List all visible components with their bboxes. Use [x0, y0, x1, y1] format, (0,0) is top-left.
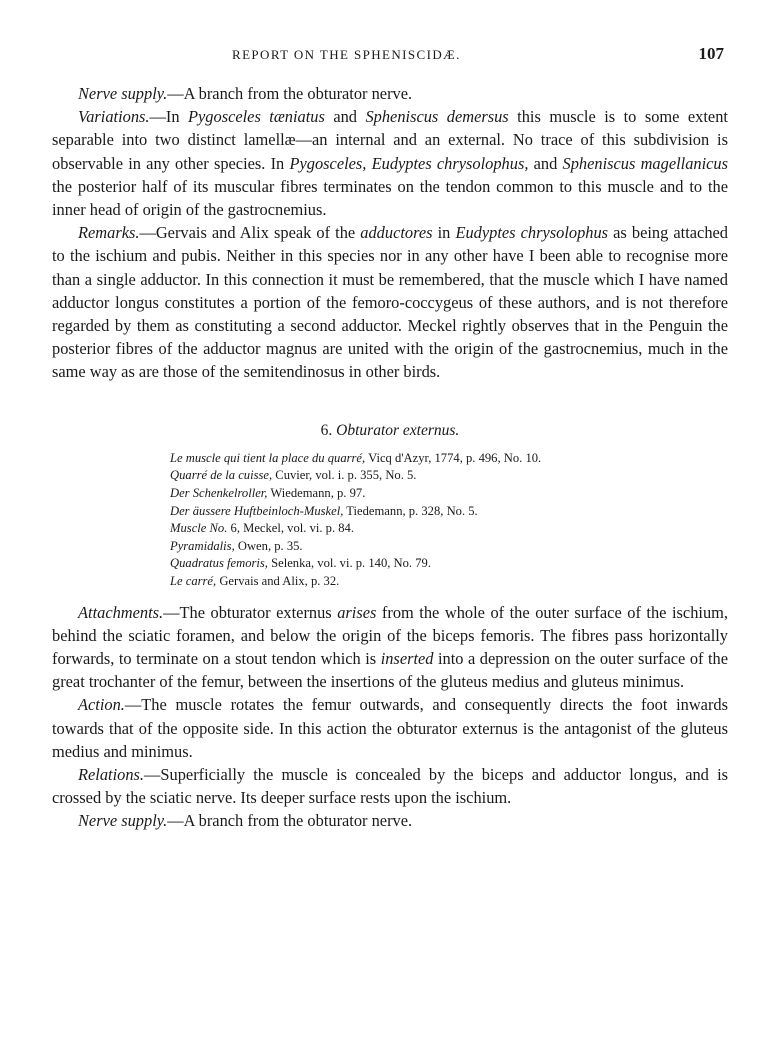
paragraph-lead: Variations.: [78, 107, 150, 127]
section-heading: [52, 419, 728, 442]
synonym-name: Der Schenkelroller,: [170, 486, 268, 501]
species-name: Pygosceles tæniatus: [188, 107, 325, 127]
paragraph-action: [52, 693, 728, 763]
synonym-name: Muscle No.: [170, 521, 228, 536]
species-name: Spheniscus demersus: [365, 107, 509, 127]
synonymy-item: [170, 450, 728, 468]
species-name: Eudyptes chrysolophus: [455, 223, 609, 243]
paragraph-nerve-supply: [52, 809, 728, 832]
synonymy-item: [170, 573, 728, 591]
synonymy-item: [170, 467, 728, 485]
synonym-reference: Selenka, vol. vi. p. 140, No. 79.: [267, 556, 431, 571]
paragraph-text: —A branch from the obturator nerve.: [167, 84, 413, 103]
paragraph-text: —Superficially the muscle is concealed by the biceps and adductor longus, and is crossed by the sciatic nerve. Its deeper surface rests upon the ischium.: [52, 765, 728, 808]
emphasis: inserted: [380, 649, 434, 668]
page-number: 107: [698, 44, 724, 63]
synonymy-item: [170, 538, 728, 556]
synonym-reference: Vicq d'Azyr, 1774, p. 496, No. 10.: [365, 450, 542, 465]
synonymy-item: [170, 555, 728, 573]
emphasis: arises: [337, 602, 377, 622]
paragraph-lead: Relations.: [78, 765, 145, 785]
synonym-reference: Owen, p. 35.: [234, 538, 303, 553]
paragraph-lead: Nerve supply.: [78, 811, 168, 831]
running-title: REPORT ON THE SPHENISCIDÆ.: [232, 47, 461, 62]
term: adductores: [360, 223, 433, 243]
paragraph-lead: Remarks.: [78, 223, 140, 243]
synonym-name: Pyramidalis,: [170, 538, 235, 553]
synonym-name: Quarré de la cuisse,: [170, 468, 273, 483]
paragraph-attachments: Attachments.—The obturator externus arises from the whole of the outer surface of the ischium, behind the sciatic foramen, and below the origin of the biceps femoris. The fibres pass horizontally forwards, to terminate on a stout tendon which is inserted into a depression on the outer surface of the great trochanter of the femur, between the insertions of the gluteus medius and gluteus minimus.: [52, 602, 729, 692]
synonymy-item: [170, 520, 728, 538]
synonym-reference: Wiedemann, p. 97.: [267, 486, 366, 501]
synonym-name: Le carré,: [170, 574, 217, 588]
synonymy-item: [170, 485, 728, 503]
page-body: [52, 82, 728, 833]
species-name: Spheniscus magellanicus: [562, 153, 728, 173]
synonymy-list: [170, 450, 728, 591]
section-number: 6.: [320, 421, 337, 439]
synonym-reference: Tiedemann, p. 328, No. 5.: [343, 503, 478, 518]
synonym-reference: Gervais and Alix, p. 32.: [216, 574, 340, 588]
synonym-name: Der äussere Huftbeinloch-Muskel,: [170, 503, 344, 518]
synonym-reference: Cuvier, vol. i. p. 355, No. 5.: [272, 468, 417, 483]
paragraph-lead: Attachments.: [78, 602, 164, 622]
paragraph-text: —A branch from the obturator nerve.: [167, 811, 413, 831]
paragraph-nerve-supply: [52, 82, 728, 105]
paragraph-relations: [52, 763, 728, 809]
paragraph-text: —The muscle rotates the femur outwards, and consequently directs the foot inwards towards that of the opposite side. In this action the obturator externus is the antagonist of the gluteus medius and minimus.: [52, 695, 728, 761]
paragraph-lead: Nerve supply.: [78, 84, 168, 103]
page-header: [0, 44, 776, 68]
paragraph-lead: Action.: [78, 695, 125, 715]
paragraph-variations: Variations.—In Pygosceles tæniatus and Spheniscus demersus this muscle is to some extent separable into two distinct lamellæ—an internal and an external. No trace of this subdivision is observable in any other species. In Pygosceles, Eudyptes chrysolophus, and Spheniscus magellanicus the posterior half of its muscular fibres terminates on the tendon common to this muscle and to the inner head of origin of the gastrocnemius.: [52, 107, 728, 220]
section-title: Obturator externus.: [336, 421, 460, 439]
paragraph-remarks: Remarks.—Gervais and Alix speak of the adductores in Eudyptes chrysolophus as being attached to the ischium and pubis. Neither in this species nor in any other have I been able to recognise more than a single adductor. In this connection it must be remembered, that the muscle which I have named adductor longus constitutes a portion of the femoro-coccygeus of these authors, and is not therefore regarded by them as constituting a second adductor. Meckel rightly observes that in the Penguin the posterior fibres of the adductor magnus are united with the origin of the gastrocnemius, much in the same way as are those of the semitendinosus in other birds.: [52, 223, 728, 382]
species-name: Pygosceles, Eudyptes chrysolophus,: [289, 153, 529, 173]
synonym-name: Quadratus femoris,: [170, 556, 268, 571]
synonymy-item: [170, 503, 728, 521]
synonym-reference: 6, Meckel, vol. vi. p. 84.: [227, 521, 354, 536]
synonym-name: Le muscle qui tient la place du quarré,: [170, 450, 366, 465]
